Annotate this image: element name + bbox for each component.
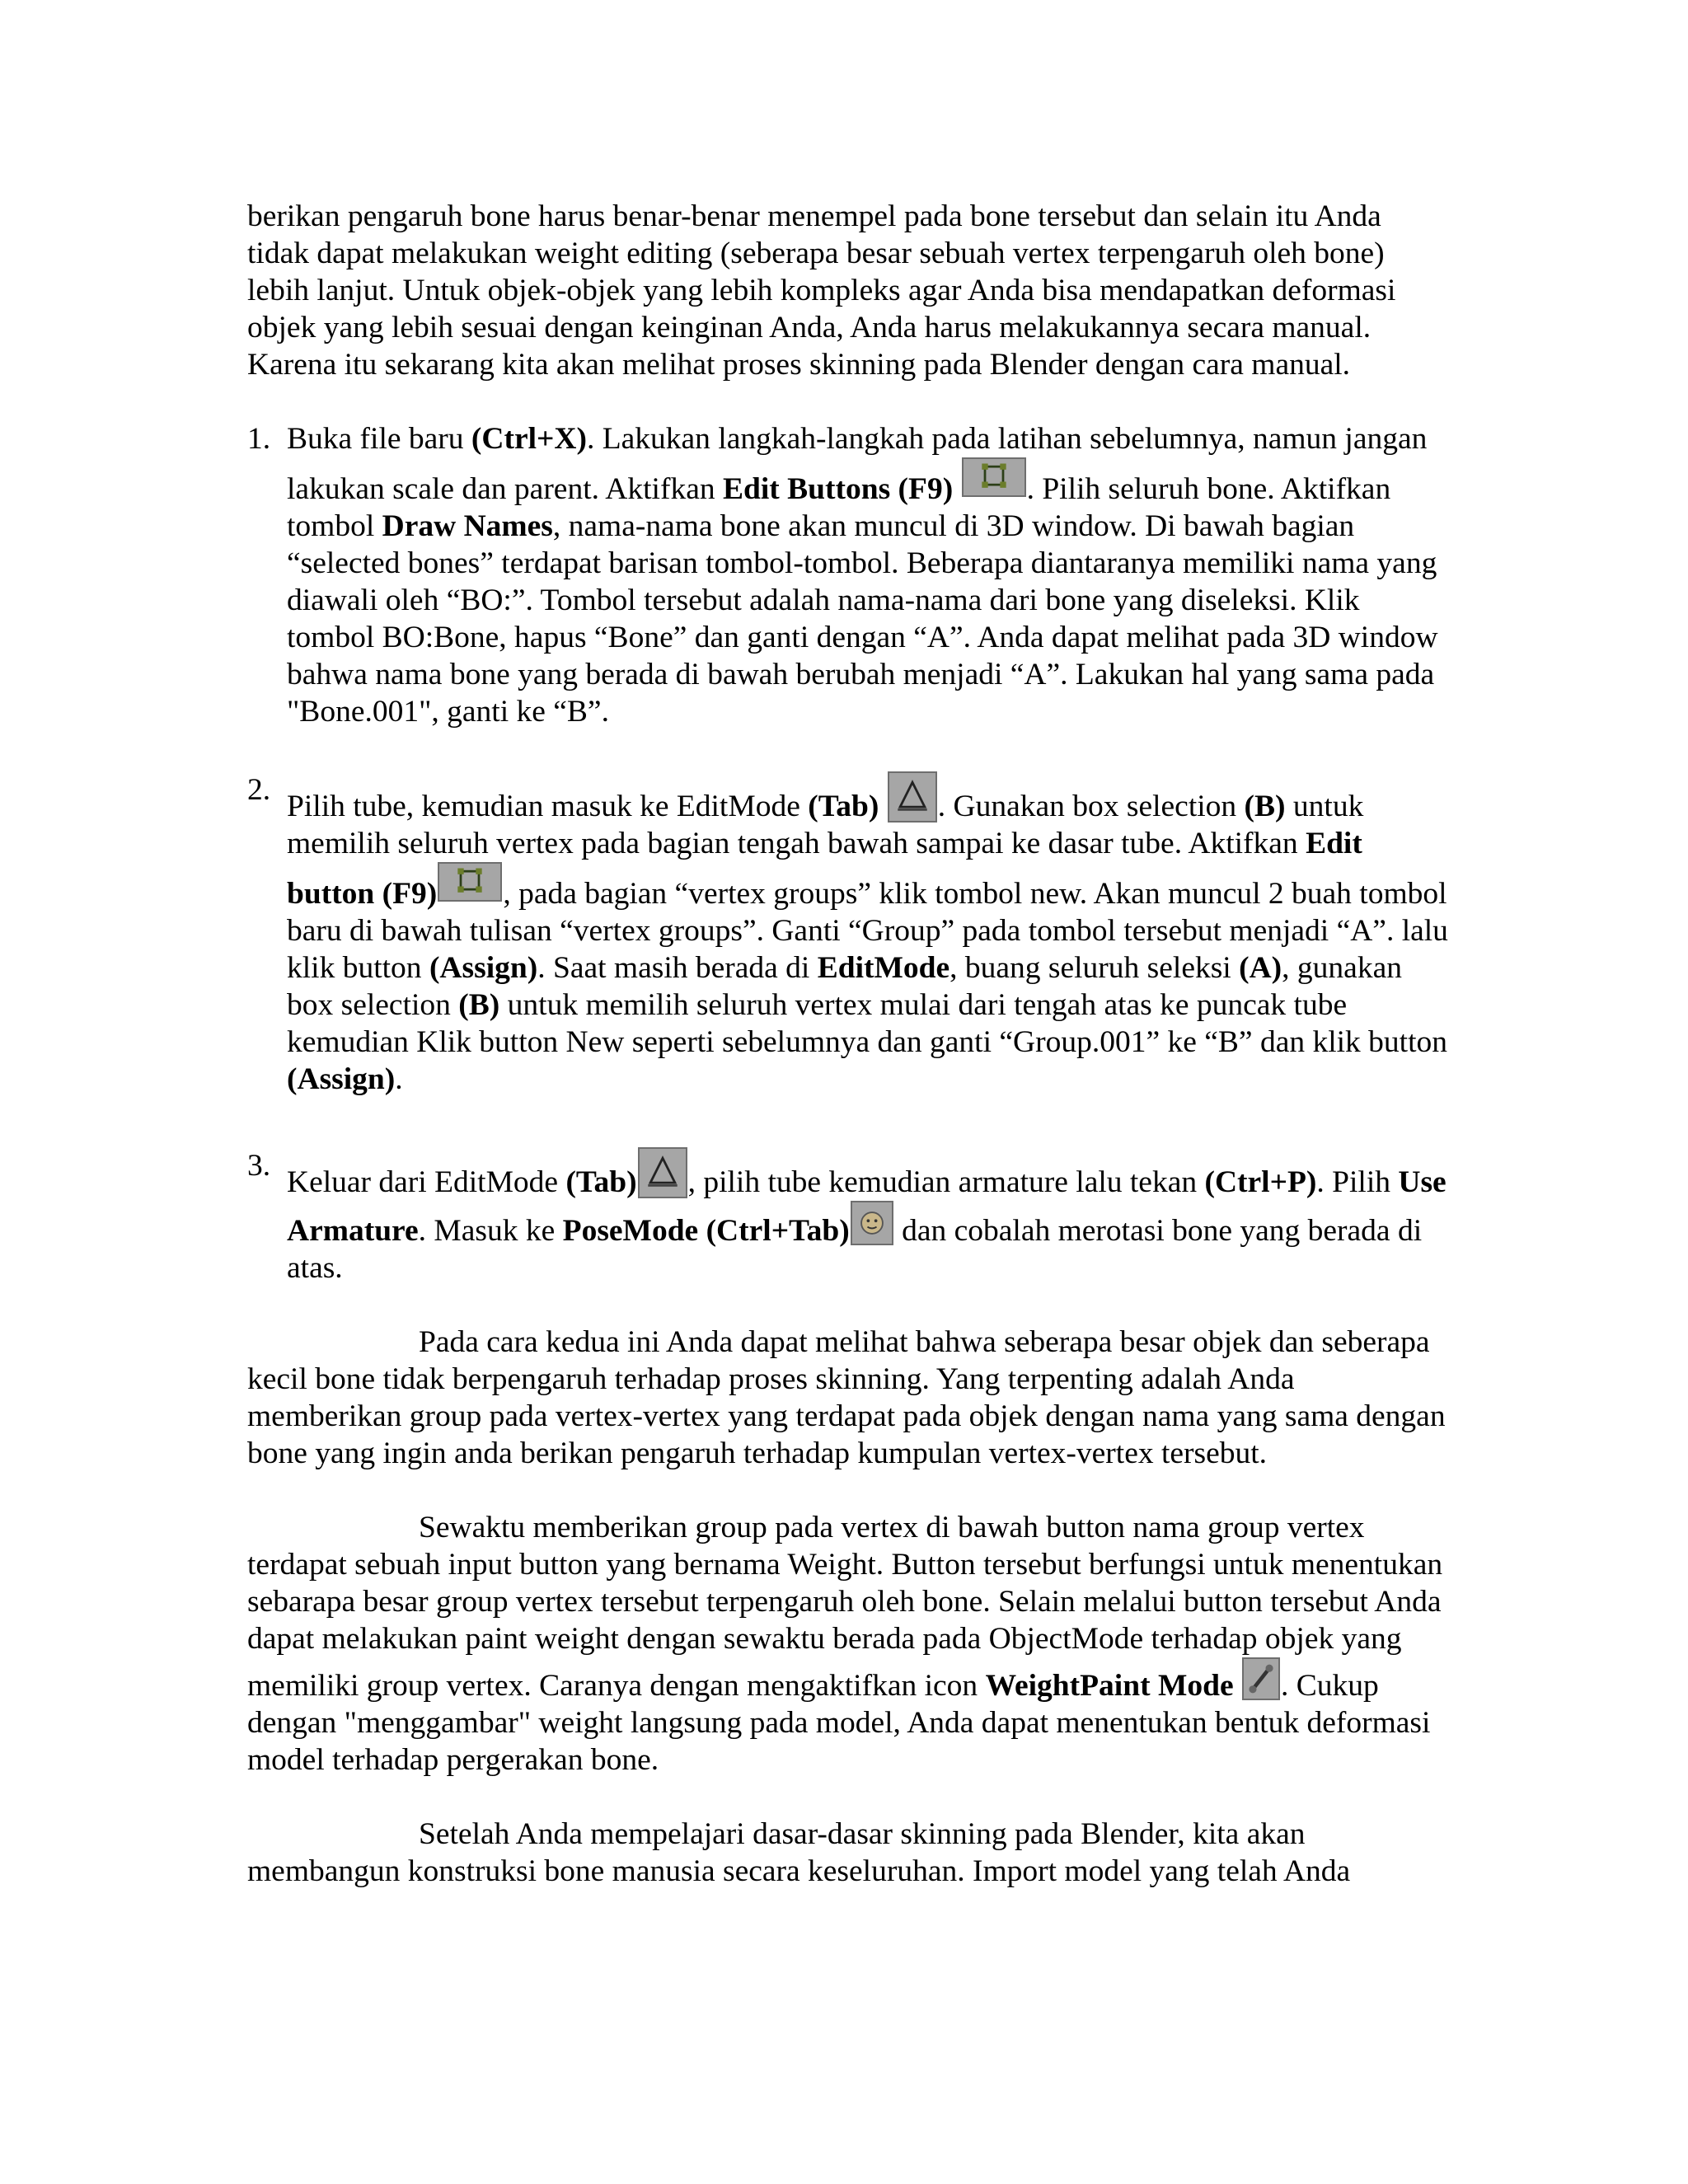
list-number: 3. — [247, 1149, 271, 1183]
document-page — [247, 198, 1451, 1890]
editmode-icon — [888, 771, 937, 823]
paragraph: Sewaktu memberikan group pada vertex di bawah button nama group vertex terdapat sebuah input button yang bernama Weight. Button tersebut berfungsi untuk menentukan sebarapa besar group vertex tersebut terpengaruh oleh bone. Selain melalui button tersebut Anda dapat melakukan paint weight dengan sewaktu berada pada ObjectMode terhadap objek yang memiliki group vertex. Caranya dengan mengaktifkan icon WeightPaint Mode . Cukup dengan "menggambar" weight langsung pada model, Anda dapat menentukan bentuk deformasi model terhadap pergerakan bone. — [247, 1511, 1443, 1777]
steps-list — [247, 420, 1451, 1286]
intro-paragraph: berikan pengaruh bone harus benar-benar menempel pada bone tersebut dan selain itu Anda tidak dapat melakukan weight editing (seberapa besar sebuah vertex terpengaruh oleh bone) lebih lanjut. Untuk objek-objek yang lebih kompleks agar Anda bisa mendapatkan deformasi objek yang lebih sesuai dengan keinginan Anda, Anda harus melakukannya secara manual. Karena itu sekarang kita akan melihat proses skinning pada Blender dengan cara manual. — [247, 199, 1396, 382]
editmode-icon — [638, 1147, 687, 1198]
weightpaint-icon — [1242, 1657, 1280, 1700]
list-item: 3. Keluar dari EditMode (Tab) , pilih tube kemudian armature lalu tekan (Ctrl+P). Pilih Use Armature. Masuk ke PoseMode (Ctrl+Tab) dan cobalah merotasi bone yang berada di atas. — [247, 1149, 1447, 1285]
paragraph: Pada cara kedua ini Anda dapat melihat bahwa seberapa besar objek dan seberapa kecil bone tidak berpengaruh terhadap proses skinning. Yang terpenting adalah Anda memberikan group pada vertex-vertex yang terdapat pada objek dengan nama yang sama dengan bone yang ingin anda berikan pengaruh terhadap kumpulan vertex-vertex tersebut. — [247, 1325, 1446, 1470]
paragraph: Setelah Anda mempelajari dasar-dasar skinning pada Blender, kita akan membangun konstruksi bone manusia secara keseluruhan. Import model yang telah Anda — [247, 1817, 1351, 1888]
list-item: 1. Buka file baru (Ctrl+X). Lakukan langkah-langkah pada latihan sebelumnya, namun jangan lakukan scale dan parent. Aktifkan Edit Buttons (F9) . Pilih seluruh bone. Aktifkan tombol Draw Names, nama-nama bone akan muncul di 3D window. Di bawah bagian “selected bones” terdapat barisan tombol-tombol. Beberapa diantaranya memiliki nama yang diawali oleh “BO:”. Tombol tersebut adalah nama-nama dari bone yang diseleksi. Klik tombol BO:Bone, hapus “Bone” dan ganti dengan “A”. Anda dapat melihat pada 3D window bahwa nama bone yang berada di bawah berubah menjadi “A”. Lakukan hal yang sama pada "Bone.001", ganti ke “B”. — [247, 422, 1438, 729]
edit-buttons-icon — [962, 457, 1026, 497]
list-number: 1. — [247, 422, 271, 456]
list-item: 2. Pilih tube, kemudian masuk ke EditMode (Tab) . Gunakan box selection (B) untuk memilih seluruh vertex pada bagian tengah bawah sampai ke dasar tube. Aktifkan Edit button (F9) , pada bagian “vertex groups” klik tombol new. Akan muncul 2 buah tombol baru di bawah tulisan “vertex groups”. Ganti “Group” pada tombol tersebut menjadi “A”. lalu klik button (Assign). Saat masih berada di EditMode, buang seluruh seleksi (A), gunakan box selection (B) untuk memilih seluruh vertex mulai dari tengah atas ke puncak tube kemudian Klik button New seperti sebelumnya dan ganti “Group.001” ke “B” dan klik button (Assign). — [247, 773, 1448, 1096]
edit-buttons-icon — [438, 862, 502, 902]
list-number: 2. — [247, 773, 271, 807]
posemode-icon — [851, 1201, 893, 1245]
